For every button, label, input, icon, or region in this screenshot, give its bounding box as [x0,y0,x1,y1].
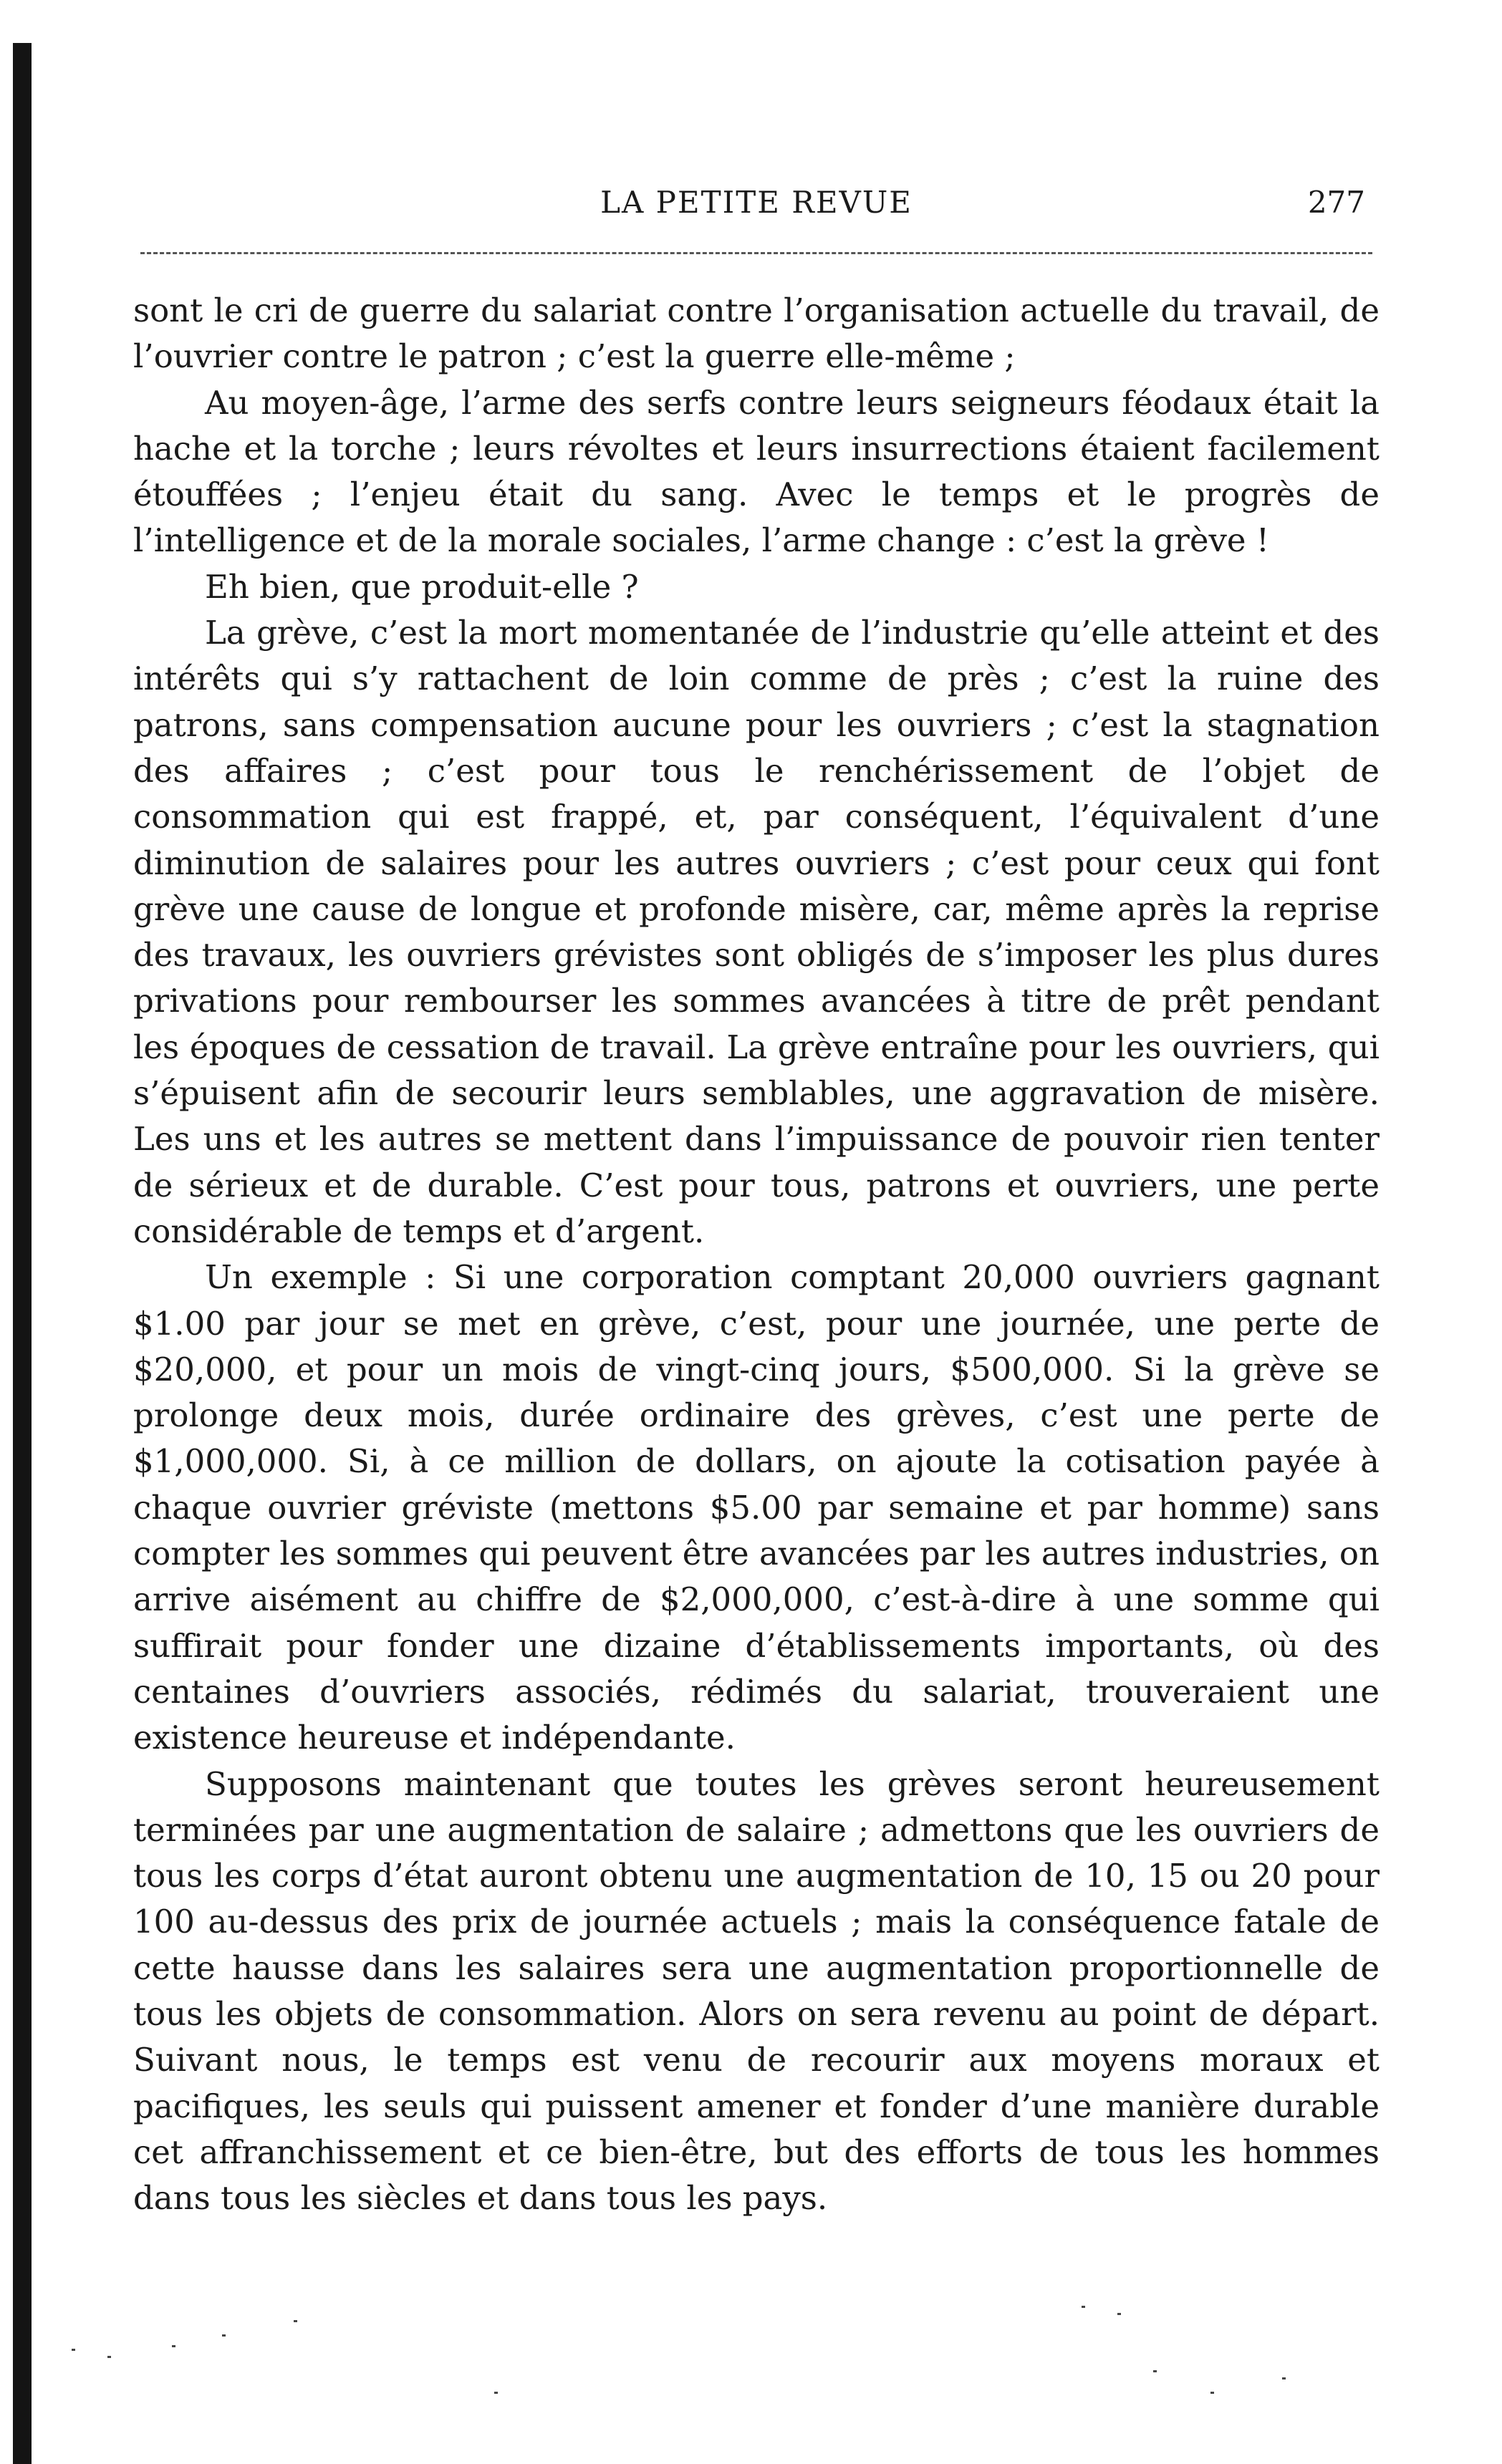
paragraph: Un exemple : Si une corporation comptant 20,000 ouvriers gagnant $1.00 par jour se met en grève, c’est, pour une journée, une perte de $20,000, et pour un mois de vingt-cinq jours, $500,000. Si la grève se prolonge deux mois, durée ordinaire des grèves, c’est une perte de $1,000,000. Si, à ce million de dollars, on ajoute la cotisation payée à chaque ouvrier gréviste (mettons $5.00 par semaine et par homme) sans compter les sommes qui peuvent être avancées par les autres industries, on arrive aisément au chiffre de $2,000,000, c’est-à-dire à une somme qui suffirait pour fonder une dizaine d’établissements importants, où des centaines d’ouvriers associés, rédimés du salariat, trouveraient une existence heureuse et indépendante. [133,1258,1380,1757]
paragraph: La grève, c’est la mort momentanée de l’industrie qu’elle atteint et des intérêts qui s’y rattachent de loin comme de près ; c’est la ruine des patrons, sans compensation aucune pour les ouvriers ; c’est la stagnation des affaires ; c’est pour tous le renchérissement de l’objet de consommation qui est frappé, et, par conséquent, l’équivalent d’une diminution de salaires pour les autres ouvriers ; c’est pour ceux qui font grève une cause de longue et profonde misère, car, même après la reprise des travaux, les ouvriers grévistes sont obligés de s’imposer les plus dures privations pour rembourser les sommes avancées à titre de prêt pendant les époques de cessation de travail. La grève entraîne pour les ouvriers, qui s’épuisent afin de secourir leurs semblables, une aggravation de misère. Les uns et les autres se mettent dans l’impuissance de pouvoir rien tenter de sérieux et de durable. C’est pour tous, patrons et ouvriers, une perte considérable de temps et d’argent. [133,614,1380,1250]
header-rule [140,252,1372,254]
paragraph-continuation: sont le cri de guerre du salariat contre l’organisation actuelle du travail, de l’ouvrier contre le patron ; c’est la guerre elle-même ; [133,291,1380,376]
running-head [133,185,1380,221]
paragraph: Supposons maintenant que toutes les grèves seront heureusement terminées par une augmentation de salaire ; admettons que les ouvriers de tous les corps d’état auront obtenu une augmentation de 10, 15 ou 20 pour 100 au-dessus des prix de journée actuels ; mais la conséquence fatale de cette hausse dans les salaires sera une augmentation proportionnelle de tous les objets de consommation. Alors on sera revenu au point de départ. Suivant nous, le temps est venu de recourir aux moyens moraux et pacifiques, les seuls qui puissent amener et fonder d’une manière durable cet affranchissement et ce bien-être, but des efforts de tous les hommes dans tous les siècles et dans tous les pays. [133,1764,1380,2218]
paragraph: Au moyen-âge, l’arme des serfs contre leurs seigneurs féodaux était la hache et la torche ; leurs révoltes et leurs insurrections étaient facilement étouffées ; l’enjeu était du sang. Avec le temps et le progrès de l’intelligence et de la morale sociales, l’arme change : c’est la grève ! [133,383,1380,560]
book-page [133,0,1380,2464]
binding-edge [13,43,32,2464]
body-text [133,288,1380,2221]
scan-specks [64,2306,1390,2435]
page-number: 277 [1307,185,1365,220]
paragraph: Eh bien, que produit-elle ? [205,567,639,606]
running-title: LA PETITE REVUE [600,185,913,220]
